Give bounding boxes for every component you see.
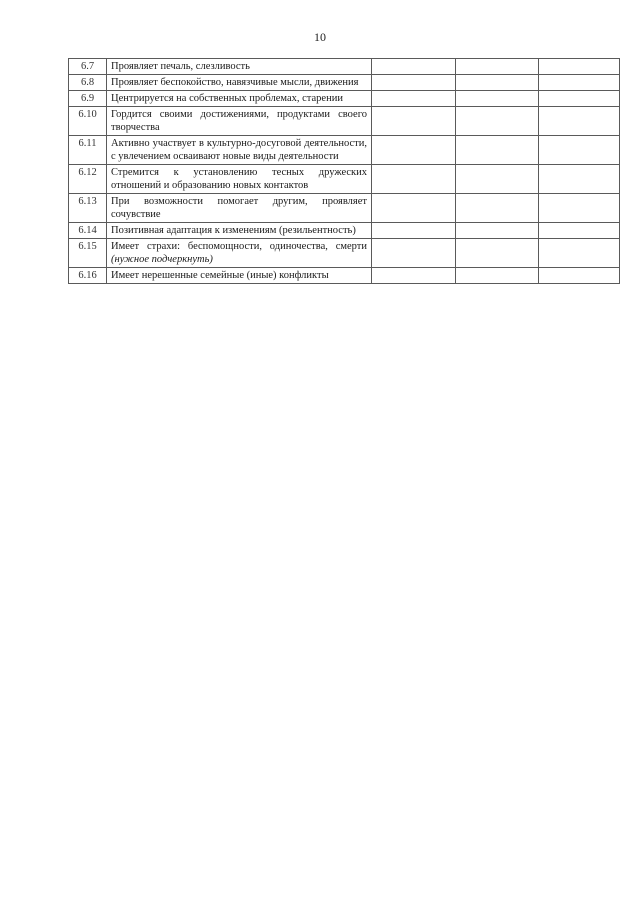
row-number: 6.9 [69, 91, 107, 107]
table-row [69, 107, 620, 136]
answer-cell[interactable] [372, 239, 456, 268]
answer-cell[interactable] [372, 75, 456, 91]
table-row [69, 75, 620, 91]
row-description: Проявляет беспокойство, навязчивые мысли, движения [107, 75, 372, 91]
answer-cell[interactable] [539, 268, 620, 284]
row-description-note: (нужное подчеркнуть) [111, 254, 213, 265]
answer-cell[interactable] [372, 165, 456, 194]
row-description: Гордится своими достижениями, продуктами своего творчества [107, 107, 372, 136]
page-number: 10 [314, 30, 326, 44]
table-row [69, 165, 620, 194]
row-number: 6.7 [69, 59, 107, 75]
table-row [69, 239, 620, 268]
table-row [69, 91, 620, 107]
row-description: Имеет нерешенные семейные (иные) конфликты [107, 268, 372, 284]
answer-cell[interactable] [372, 91, 456, 107]
answer-cell[interactable] [539, 107, 620, 136]
answer-cell[interactable] [539, 194, 620, 223]
answer-cell[interactable] [539, 223, 620, 239]
row-number: 6.13 [69, 194, 107, 223]
answer-cell[interactable] [539, 165, 620, 194]
table-row [69, 268, 620, 284]
answer-cell[interactable] [372, 223, 456, 239]
table-row [69, 136, 620, 165]
answer-cell[interactable] [456, 136, 539, 165]
answer-cell[interactable] [456, 223, 539, 239]
answer-cell[interactable] [539, 239, 620, 268]
answer-cell[interactable] [456, 107, 539, 136]
table-row [69, 59, 620, 75]
table-row [69, 194, 620, 223]
row-description-text: Имеет страхи: беспомощности, одиночества, смерти [111, 241, 367, 252]
row-number: 6.11 [69, 136, 107, 165]
answer-cell[interactable] [539, 59, 620, 75]
answer-cell[interactable] [539, 75, 620, 91]
row-number: 6.16 [69, 268, 107, 284]
row-description: Стремится к установлению тесных дружеских отношений и образованию новых контактов [107, 165, 372, 194]
answer-cell[interactable] [372, 268, 456, 284]
answer-cell[interactable] [372, 194, 456, 223]
answer-cell[interactable] [456, 165, 539, 194]
answer-cell[interactable] [372, 59, 456, 75]
answer-cell[interactable] [372, 107, 456, 136]
row-description: Центрируется на собственных проблемах, старении [107, 91, 372, 107]
answer-cell[interactable] [456, 91, 539, 107]
table-row [69, 223, 620, 239]
row-number: 6.14 [69, 223, 107, 239]
answer-cell[interactable] [456, 239, 539, 268]
row-number: 6.12 [69, 165, 107, 194]
row-description: Активно участвует в культурно-досуговой деятельности, с увлечением осваивают новые виды деятельности [107, 136, 372, 165]
answer-cell[interactable] [456, 194, 539, 223]
row-number: 6.15 [69, 239, 107, 268]
row-description: При возможности помогает другим, проявляет сочувствие [107, 194, 372, 223]
row-number: 6.10 [69, 107, 107, 136]
row-description: Позитивная адаптация к изменениям (резильентность) [107, 223, 372, 239]
answer-cell[interactable] [456, 268, 539, 284]
answer-cell[interactable] [372, 136, 456, 165]
answer-cell[interactable] [539, 136, 620, 165]
row-description: Проявляет печаль, слезливость [107, 59, 372, 75]
answer-cell[interactable] [456, 59, 539, 75]
answer-cell[interactable] [539, 91, 620, 107]
row-number: 6.8 [69, 75, 107, 91]
answer-cell[interactable] [456, 75, 539, 91]
assessment-table [68, 58, 620, 284]
row-description [107, 239, 372, 268]
